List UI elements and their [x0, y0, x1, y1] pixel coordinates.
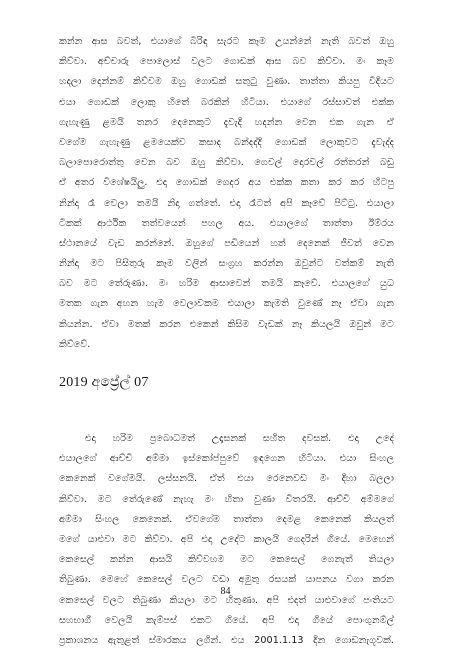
paragraph-line: සහභාගී වෙලයි කැම්පස් එකට ගියේ. අපි එදා ගියේ පොංගුනම්ල්: [59, 614, 394, 626]
paragraph-line: කිව්වේ.: [59, 338, 91, 350]
paragraph-line: එයා ගොඩක් ලොකු හිතේ බරකින් හිටියා. එයාගේ රස්සාවත් එක්ක: [59, 96, 394, 108]
paragraph-line: ඒ අතර විශේෂයිලු. එදා ගොඩක් ගෙදර අය එක්ක කතා කර කර හිටපු: [59, 177, 394, 189]
paragraph-line: කියන්න. ඒවා මතක් කරන එකෙන් කිසිම වැඩක් නෑ කියලයි ඔවුන් මට: [59, 318, 394, 330]
paragraph-line: මතක ගැන අහන හැම වෙලාවකම එයාලා කැමති වුණේ නෑ ඒවා ගැන: [59, 298, 394, 310]
paragraph-line: ස්ථානයේ වැඩ කරන්නේ. ඔහුගේ පඩියෙන් හත් දෙනෙක් ජීවත් වෙන: [59, 237, 394, 249]
paragraph-line: වගේම ගැහැණු ළමයෙක්ව කසාද බන්දද්දි ගොඩක් ලොකුවට දැවැද්ද: [59, 136, 394, 148]
paragraph-line: නින්දා රෑ වෙලා තමයි නිදා ගත්තේ. එදා රෑටත් අපි කෑවේ පිට්ටු. එයාලා: [59, 197, 394, 209]
paragraph-line: කන්න ආස බවත්, එයාගේ බිරිඳ සැරට කෑම උයන්නේ නැති බවත් ඔහු: [59, 36, 394, 47]
paragraph-line: හදලා දෙන්නම් කිව්වම ඔහු ගොඩක් සතුටු වුණා. තාත්තා කියපු විදියට: [59, 76, 394, 88]
paragraph-line: අම්මා සිංහල කෙනෙක්. ඒවගේම තාත්තා දෙමළ කෙනෙක් කියලත්: [59, 513, 394, 525]
page-number: 84: [220, 586, 231, 597]
section-heading-date: 2019 අප්‍රේල් 07: [59, 375, 149, 390]
paragraph-1: [59, 32, 394, 355]
paragraph-line: බලාපොරොත්තු වෙන බව ඔහු කිව්වා. ගෙවල් දොරවල් රත්තරන් බඩු: [59, 157, 394, 169]
paragraph-line: එදා හරිම ප්‍රබොධමත් උදෑසනක් සහිත දවසක්. එදා උදේ: [85, 433, 394, 444]
paragraph-line: බව මට තේරුණා. මං හරිම ආසාවෙන් තමයි කෑවේ. එයාලගේ යුධ: [59, 278, 394, 290]
paragraph-line: කෙසෙල් වලට තිබුණා කියලා මට හිතුණා. අපි එදත් යාළුවාගේ පංතියට: [59, 594, 394, 606]
paragraph-line: ප්‍රකාශනය ඇතුළත් ස්මාරකය ලගින්. එය 2001.1.13 දින ගොඩනැගූවක්.: [59, 634, 394, 646]
paragraph-line: මගේ යාළුවා මට කිව්වා. අපි එදා උදේට කාලයි ගෙදරින් ගියේ. මෙහෙන්: [59, 533, 394, 545]
paragraph-line: කිව්වා. අච්චාරු පොලොස් වලට ගොඩක් ආස බව කිව්වා. මං කෑම: [59, 56, 394, 68]
paragraph-2: [59, 429, 394, 651]
paragraph-line: නින්දා මට පිසිතුරු කෑම වලින් සංග්‍රහ කරන්න ඔවුන්ට වත්කම් නැති: [59, 258, 394, 270]
paragraph-line: එයාලගේ ආච්චි අම්මා ඉස්කෝප්පුවේ ඉඳගෙන හිටියා. එයා සිංහල: [59, 453, 394, 465]
paragraph-line: කිව්වා. මට තේරුණේ නැහැ මං හිතා වුණා විතරයි. ආච්චි අම්මගේ: [59, 493, 394, 505]
paragraph-line: ගැහැණු ළමයි තනර දෙනෙකුට දැවැදි හදන්න වෙන එක ගැන ඒ: [59, 116, 394, 128]
paragraph-line: තිබුණා. මෙහේ කෙසෙල් වලට වඩා අමුතු රසයක් යාපනය වගා කරන: [59, 574, 394, 586]
paragraph-line: ටිකක් ආර්ථික තත්වයෙන් පහල අය. එයාලගේ තාත්තා ඊම්රය: [59, 217, 394, 229]
paragraph-line: කෙසෙල් කන්න ආසයි කිව්වහම මට කෙසෙල් ගෙනැත් තියලා: [59, 554, 394, 566]
paragraph-line: කෙනෙක් වගේමයි. ලස්සනයි. ඒත් එයා රෙනෙවඩ මං දිහා බලලා: [59, 473, 394, 485]
